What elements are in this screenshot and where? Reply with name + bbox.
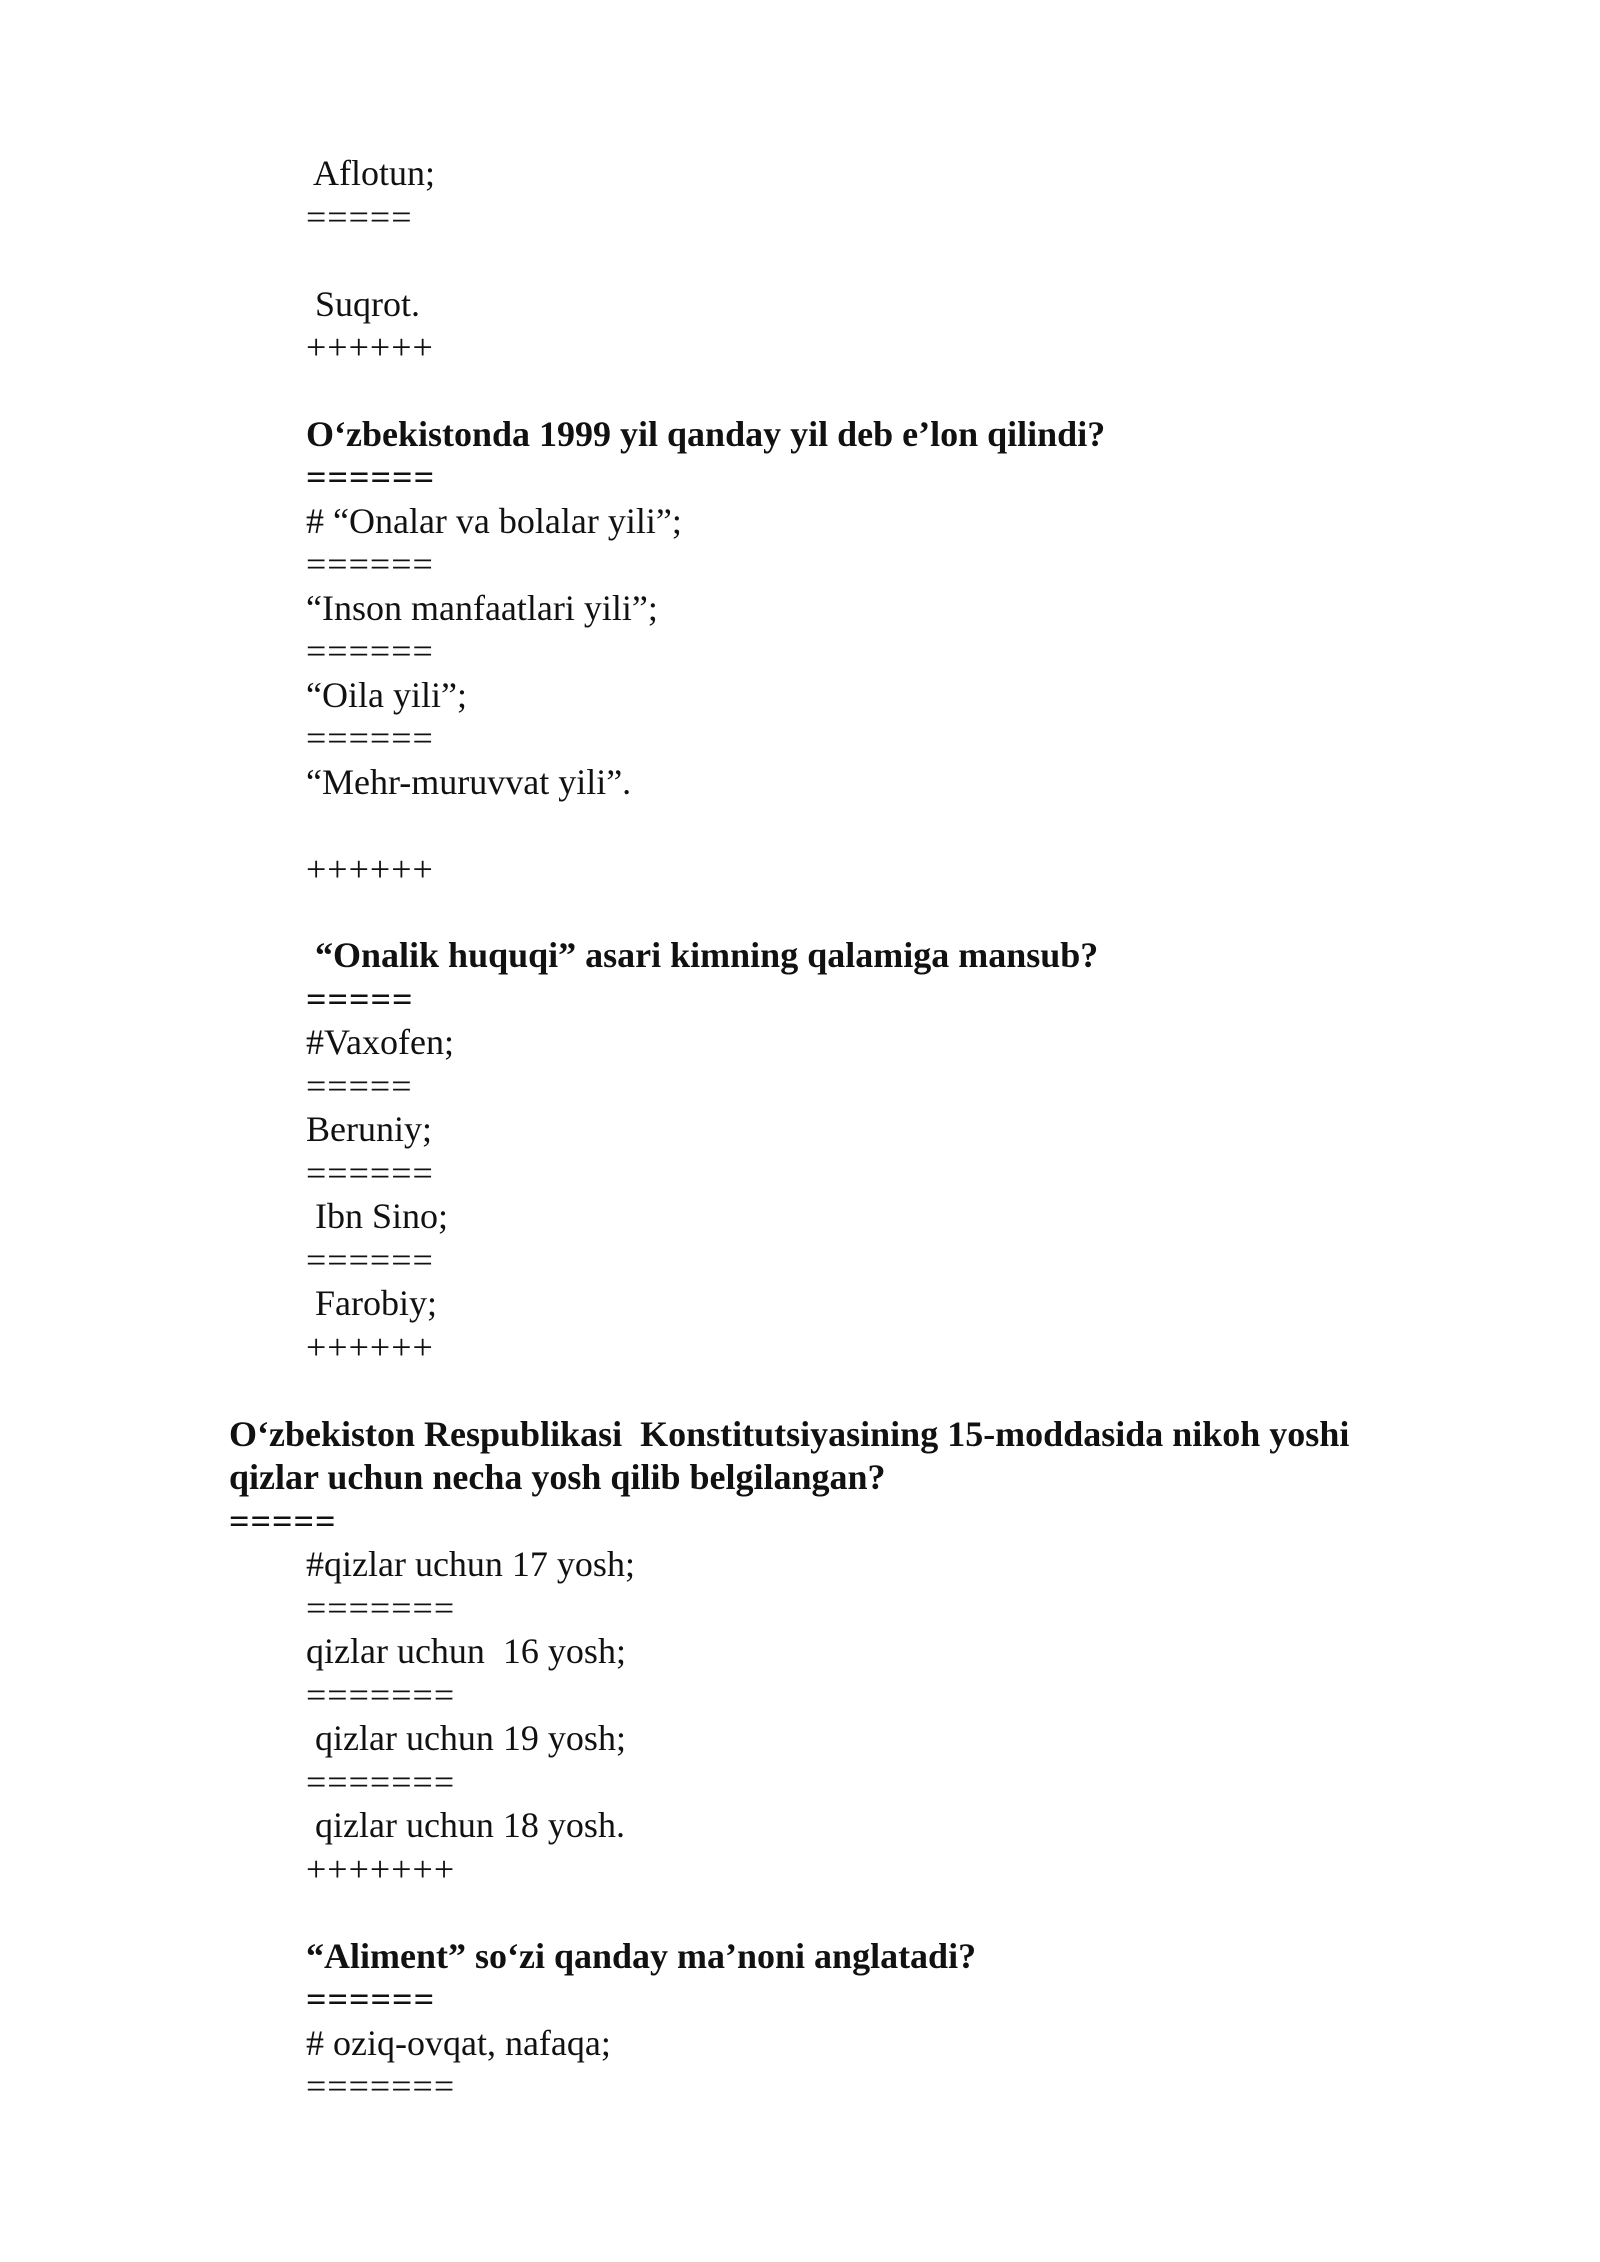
answer-line: # oziq-ovqat, nafaqa; [306, 2023, 611, 2063]
separator-line: ====== [306, 1240, 434, 1280]
separator-line: ====== [306, 718, 434, 758]
separator-line: ++++++ [306, 1327, 434, 1367]
separator-line: ====== [306, 1153, 434, 1193]
separator-line: ======= [306, 1588, 456, 1628]
separator-line: ======= [306, 1762, 456, 1802]
answer-line: qizlar uchun 18 yosh. [306, 1805, 625, 1845]
answer-line: qizlar uchun 19 yosh; [306, 1718, 626, 1758]
separator-line: ===== [306, 979, 414, 1019]
answer-line: #qizlar uchun 17 yosh; [306, 1544, 635, 1584]
separator-line: ======= [306, 2066, 456, 2106]
answer-line: “Inson manfaatlari yili”; [306, 588, 658, 628]
question-line: O‘zbekistonda 1999 yil qanday yil deb e’lon qilindi? [306, 414, 1106, 454]
answer-line: Ibn Sino; [306, 1196, 449, 1236]
separator-line: ===== [306, 1066, 413, 1106]
separator-line: ====== [306, 457, 436, 497]
separator-line: ===== [306, 197, 413, 237]
separator-line: +++++++ [306, 1849, 456, 1889]
answer-line: Farobiy; [306, 1283, 437, 1323]
question-line: O‘zbekiston Respublikasi Konstitutsiyasining 15-moddasida nikoh yoshi [229, 1414, 1350, 1454]
answer-line: # “Onalar va bolalar yili”; [306, 501, 682, 541]
separator-line: ====== [306, 631, 434, 671]
separator-line: ====== [306, 544, 434, 584]
answer-line: Suqrot. [306, 284, 421, 324]
separator-line: ===== [229, 1501, 337, 1541]
answer-line: qizlar uchun 16 yosh; [306, 1631, 626, 1671]
question-line: “Onalik huquqi” asari kimning qalamiga mansub? [306, 935, 1099, 975]
separator-line: ++++++ [306, 849, 434, 889]
answer-line: #Vaxofen; [306, 1022, 454, 1062]
separator-line: ++++++ [306, 327, 434, 367]
question-line: “Aliment” so‘zi qanday ma’noni anglatadi? [306, 1936, 977, 1976]
separator-line: ======= [306, 1675, 456, 1715]
answer-line: “Mehr-muruvvat yili”. [306, 762, 632, 802]
question-line: qizlar uchun necha yosh qilib belgilangan? [229, 1457, 886, 1497]
answer-line: Beruniy; [306, 1109, 432, 1149]
answer-line: “Oila yili”; [306, 675, 467, 715]
separator-line: ====== [306, 1979, 436, 2019]
answer-line: Aflotun; [306, 153, 436, 193]
